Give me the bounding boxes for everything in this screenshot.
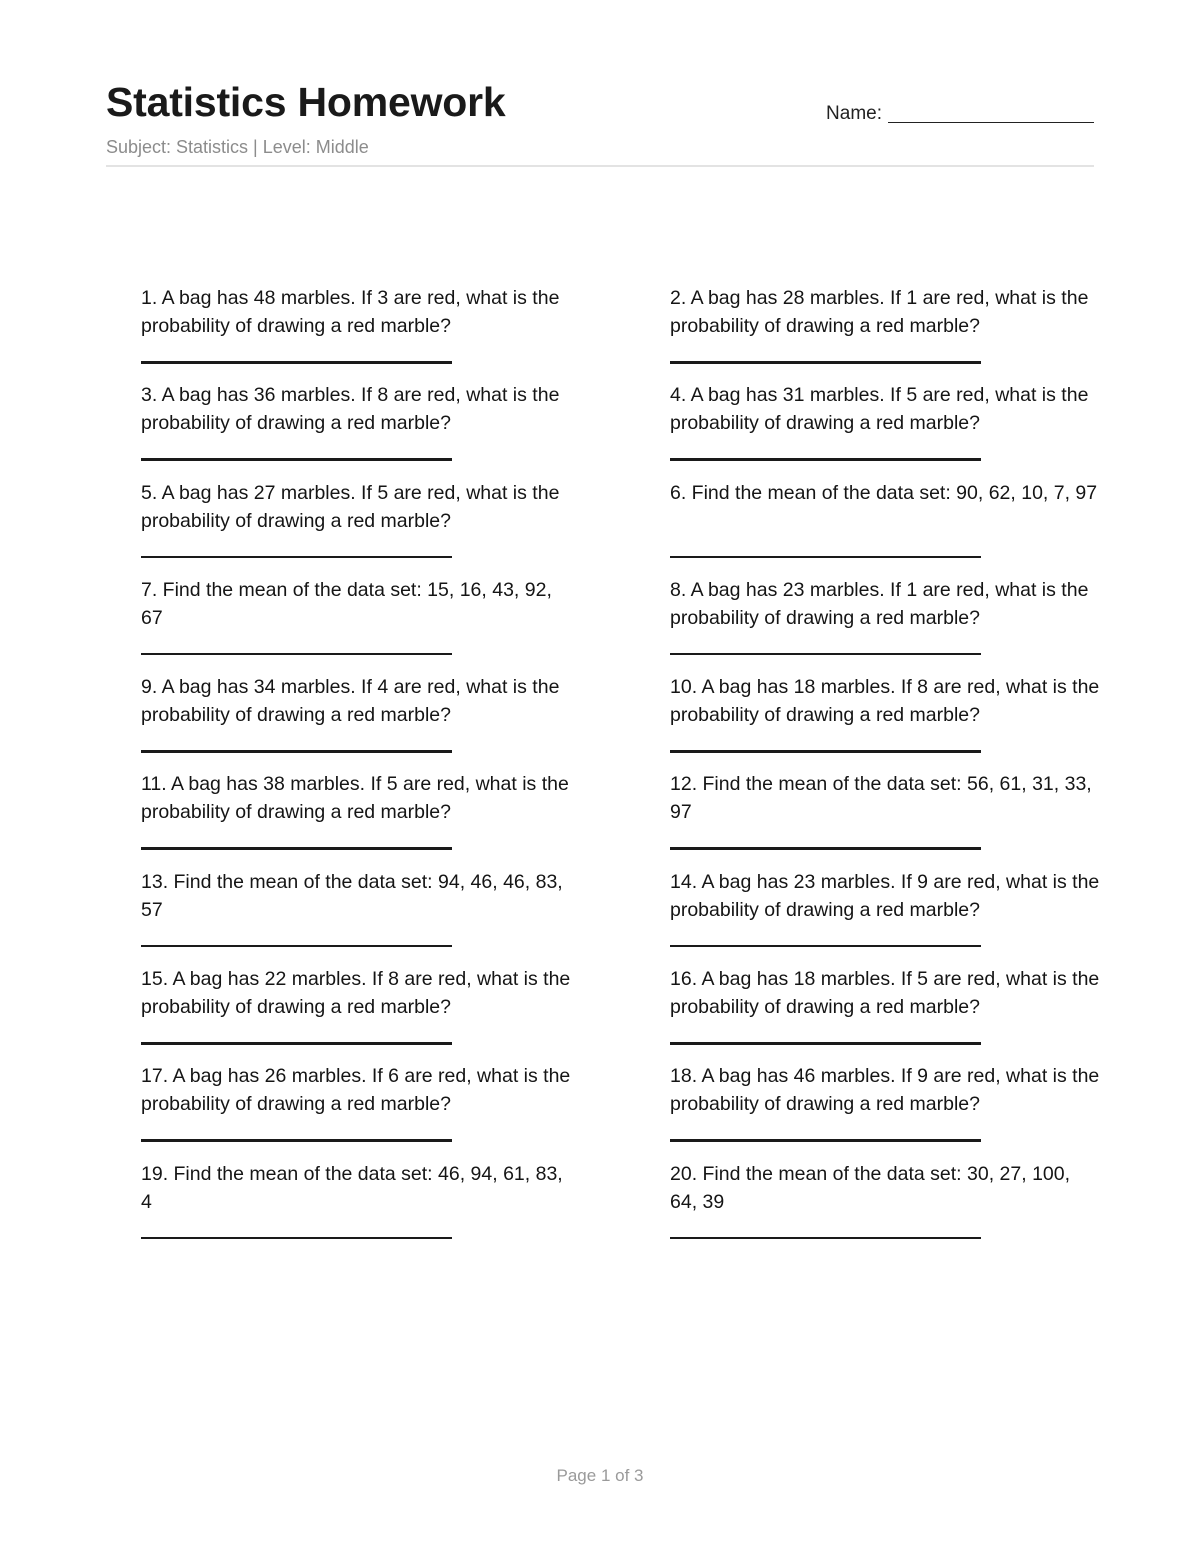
answer-line[interactable] <box>670 653 981 656</box>
answer-line[interactable] <box>141 847 452 850</box>
name-label: Name: <box>826 103 882 124</box>
problem-item <box>141 965 571 1062</box>
problem-item <box>141 868 571 965</box>
problem-text: 1. A bag has 48 marbles. If 3 are red, what is the probability of drawing a red marble? <box>141 287 560 337</box>
problem-text: 8. A bag has 23 marbles. If 1 are red, what is the probability of drawing a red marble? <box>670 578 1089 629</box>
answer-line[interactable] <box>670 556 981 559</box>
problem-item <box>670 284 1100 381</box>
page-title: Statistics Homework <box>106 79 506 125</box>
answer-line[interactable] <box>141 556 452 559</box>
problem-text: 4. A bag has 31 marbles. If 5 are red, what is the probability of drawing a red marble? <box>670 384 1089 435</box>
problem-item <box>670 770 1100 867</box>
problem-item <box>670 381 1100 478</box>
problem-text: 5. A bag has 27 marbles. If 5 are red, what is the probability of drawing a red marble? <box>141 481 560 532</box>
page-subtitle: Subject: Statistics | Level: Middle <box>106 137 369 157</box>
answer-line[interactable] <box>670 847 981 850</box>
problem-item <box>670 479 1100 576</box>
problem-item <box>670 576 1100 673</box>
problem-item <box>670 868 1100 965</box>
header-divider <box>106 165 1094 167</box>
answer-line[interactable] <box>670 1042 981 1045</box>
answer-line[interactable] <box>141 1139 452 1142</box>
page-indicator: Page 1 of 3 <box>556 1466 644 1485</box>
answer-line[interactable] <box>141 945 452 948</box>
problem-item <box>141 284 571 381</box>
problem-text: 2. A bag has 28 marbles. If 1 are red, what is the probability of drawing a red marble? <box>670 287 1089 337</box>
answer-line[interactable] <box>670 945 981 948</box>
problem-text: 9. A bag has 34 marbles. If 4 are red, what is the probability of drawing a red marble? <box>141 676 560 727</box>
problem-item <box>670 1160 1100 1257</box>
answer-line[interactable] <box>141 361 452 364</box>
problem-item <box>141 770 571 867</box>
answer-line[interactable] <box>670 458 981 461</box>
name-blank-line[interactable] <box>888 104 1094 123</box>
answer-line[interactable] <box>670 1139 981 1142</box>
answer-line[interactable] <box>141 1237 452 1240</box>
answer-line[interactable] <box>141 653 452 656</box>
problem-text: 6. Find the mean of the data set: 90, 62, 10, 7, 97 <box>670 481 1098 504</box>
name-field-group <box>826 104 1094 123</box>
answer-line[interactable] <box>670 1237 981 1240</box>
answer-line[interactable] <box>141 458 452 461</box>
answer-line[interactable] <box>141 750 452 753</box>
problem-text: 17. A bag has 26 marbles. If 6 are red, what is the probability of drawing a red marble? <box>141 1065 571 1116</box>
problem-grid <box>141 284 1101 1257</box>
answer-line[interactable] <box>670 750 981 753</box>
problem-item <box>141 673 571 770</box>
problem-text: 13. Find the mean of the data set: 94, 46, 46, 83, 57 <box>141 870 563 921</box>
problem-item <box>670 965 1100 1062</box>
answer-line[interactable] <box>670 361 981 364</box>
problem-item <box>141 1160 571 1257</box>
answer-line[interactable] <box>141 1042 452 1045</box>
problem-item <box>141 479 571 576</box>
problem-text: 14. A bag has 23 marbles. If 9 are red, what is the probability of drawing a red marble? <box>670 870 1100 921</box>
problem-text: 19. Find the mean of the data set: 46, 94, 61, 83, 4 <box>141 1162 563 1213</box>
problem-text: 16. A bag has 18 marbles. If 5 are red, what is the probability of drawing a red marble? <box>670 968 1100 1019</box>
problem-text: 11. A bag has 38 marbles. If 5 are red, what is the probability of drawing a red marble? <box>141 773 569 824</box>
problem-item <box>141 1062 571 1159</box>
problem-text: 15. A bag has 22 marbles. If 8 are red, what is the probability of drawing a red marble? <box>141 968 571 1019</box>
problem-text: 20. Find the mean of the data set: 30, 27, 100, 64, 39 <box>670 1162 1071 1213</box>
worksheet-header <box>106 80 1094 168</box>
problem-text: 12. Find the mean of the data set: 56, 61, 31, 33, 97 <box>670 773 1092 824</box>
problem-item <box>670 1062 1100 1159</box>
problem-item <box>670 673 1100 770</box>
problem-text: 7. Find the mean of the data set: 15, 16, 43, 92, 67 <box>141 578 552 629</box>
problem-text: 18. A bag has 46 marbles. If 9 are red, what is the probability of drawing a red marble? <box>670 1065 1100 1116</box>
problem-item <box>141 381 571 478</box>
problem-text: 3. A bag has 36 marbles. If 8 are red, what is the probability of drawing a red marble? <box>141 384 560 435</box>
problem-item <box>141 576 571 673</box>
problem-text: 10. A bag has 18 marbles. If 8 are red, what is the probability of drawing a red marble? <box>670 676 1100 727</box>
